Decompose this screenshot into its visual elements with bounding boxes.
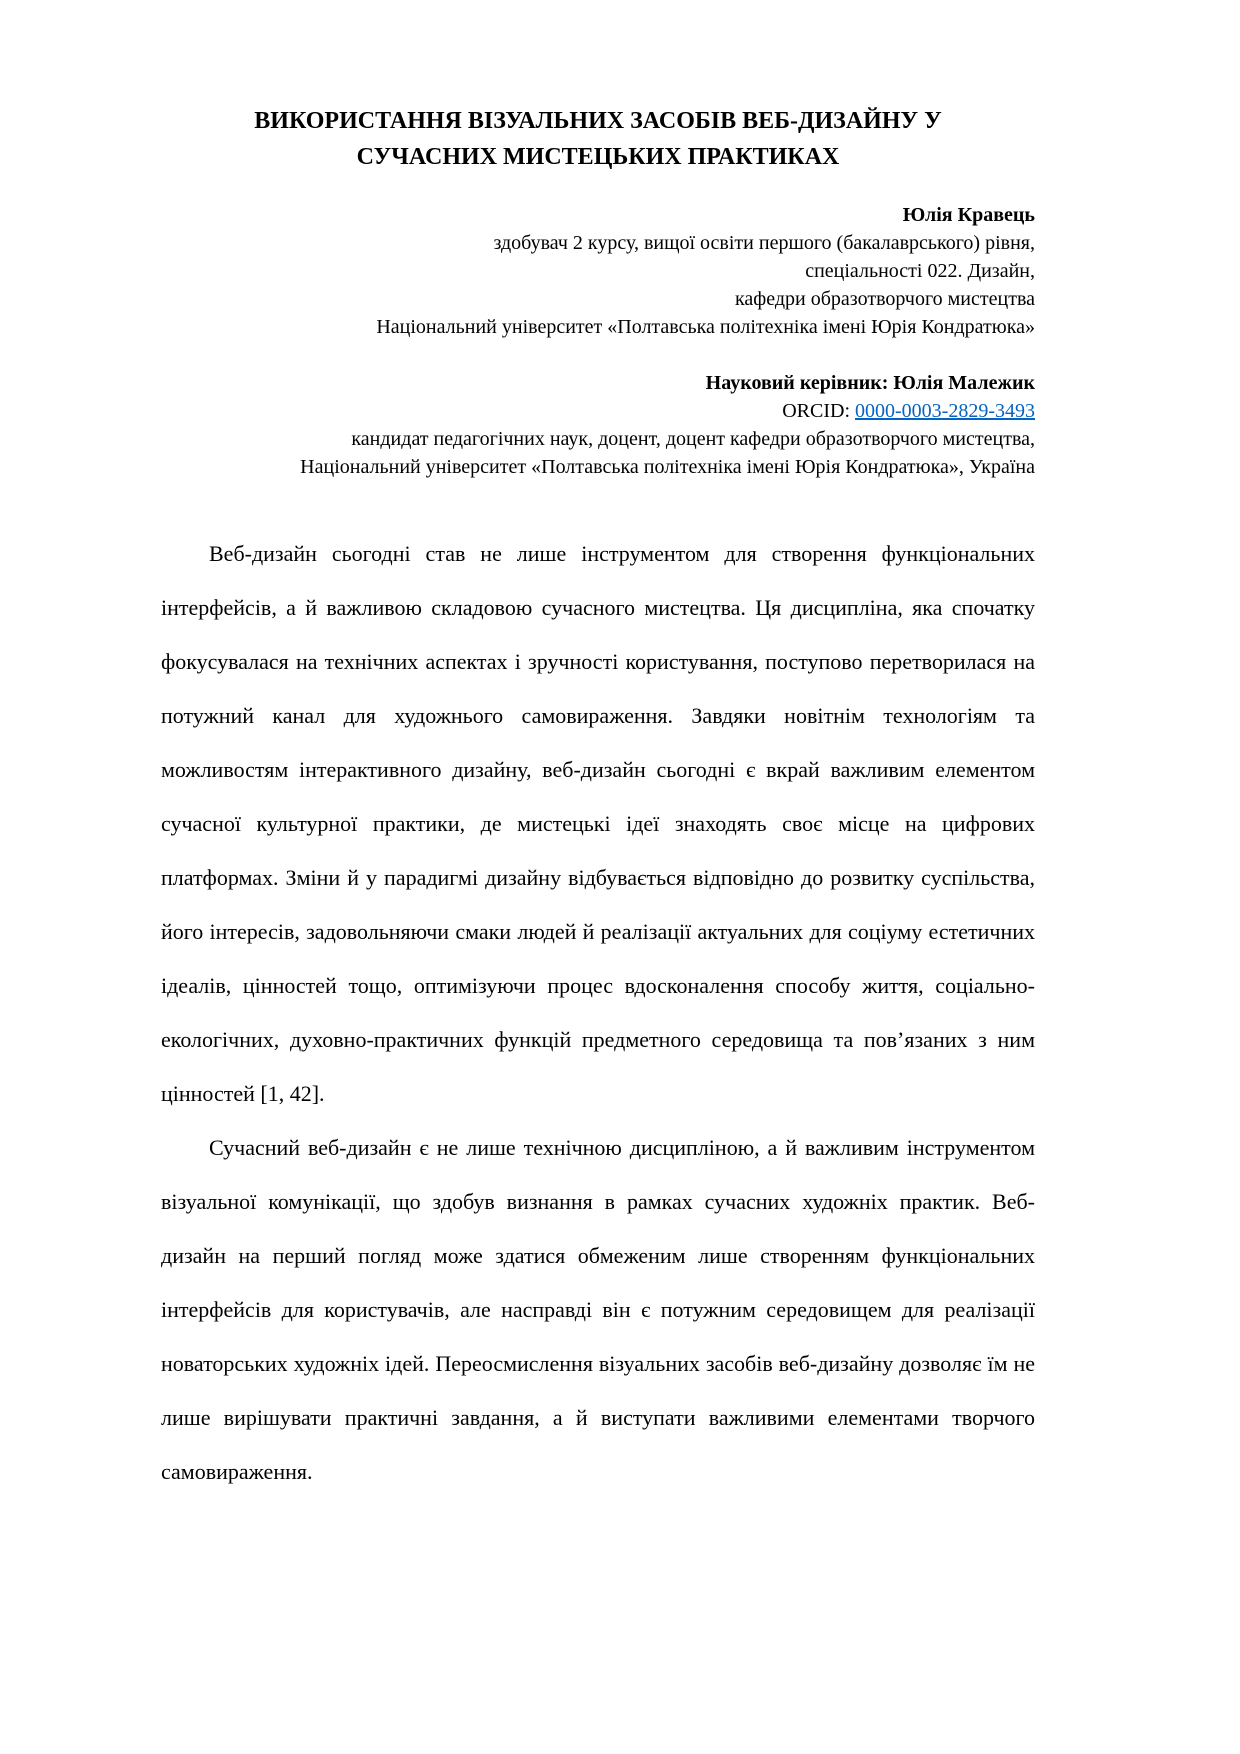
paragraph-1: Веб-дизайн сьогодні став не лише інструментом для створення функціональних інтерфейсів, а й важливою складовою сучасного мистецтва. Ця дисципліна, яка спочатку фокусувалася на технічних аспектах і зручності користування, поступово перетворилася на потужний канал для художнього самовираження. Завдяки новітнім технологіям та можливостям інтерактивного дизайну, веб-дизайн сьогодні є вкрай важливим елементом сучасної культурної практики, де мистецькі ідеї знаходять своє місце на цифрових платформах. Зміни й у парадигмі дизайну відбувається відповідно до розвитку суспільства, його інтересів, задовольняючи смаки людей й реалізації актуальних для соціуму естетичних ідеалів, цінностей тощо, оптимізуючи процес вдосконалення способу життя, соціально-екологічних, духовно-практичних функцій предметного середовища та пов’язаних з ним цінностей [1, 42]. xyxy=(161,541,1035,1106)
author-name: Юлія Кравець xyxy=(902,204,1035,226)
page-title xyxy=(161,103,1035,175)
author-block xyxy=(161,201,1035,341)
page-title-line-1: ВИКОРИСТАННЯ ВІЗУАЛЬНИХ ЗАСОБІВ ВЕБ-ДИЗАЙНУ У xyxy=(254,108,942,134)
author-specialty-line: спеціальності 022. Дизайн, xyxy=(805,260,1035,282)
author-university-line: Національний університет «Полтавська політехніка імені Юрія Кондратюка» xyxy=(376,316,1035,338)
article-body xyxy=(161,527,1035,1499)
orcid-label: ORCID: xyxy=(782,400,851,422)
paragraph-2: Сучасний веб-дизайн є не лише технічною дисципліною, а й важливим інструментом візуальної комунікації, що здобув визнання в рамках сучасних художніх практик. Веб-дизайн на перший погляд може здатися обмеженим лише створенням функціональних інтерфейсів для користувачів, але насправді він є потужним середовищем для реалізації новаторських художніх ідей. Переосмислення візуальних засобів веб-дизайну дозволяє їм не лише вирішувати практичні завдання, а й виступати важливими елементами творчого самовираження. xyxy=(161,1135,1035,1484)
supervisor-degree-line: кандидат педагогічних наук, доцент, доцент кафедри образотворчого мистецтва, xyxy=(351,428,1035,450)
supervisor-block xyxy=(161,369,1035,481)
supervisor-name: Науковий керівник: Юлія Малежик xyxy=(705,372,1035,394)
author-department-line: кафедри образотворчого мистецтва xyxy=(735,288,1035,310)
author-degree-line: здобувач 2 курсу, вищої освіти першого (бакалаврського) рівня, xyxy=(493,232,1035,254)
page-title-line-2: СУЧАСНИХ МИСТЕЦЬКИХ ПРАКТИКАХ xyxy=(356,144,840,170)
supervisor-university-line: Національний університет «Полтавська політехніка імені Юрія Кондратюка», Україна xyxy=(300,456,1035,478)
orcid-link[interactable]: 0000-0003-2829-3493 xyxy=(855,400,1035,422)
orcid-line xyxy=(161,397,1035,425)
